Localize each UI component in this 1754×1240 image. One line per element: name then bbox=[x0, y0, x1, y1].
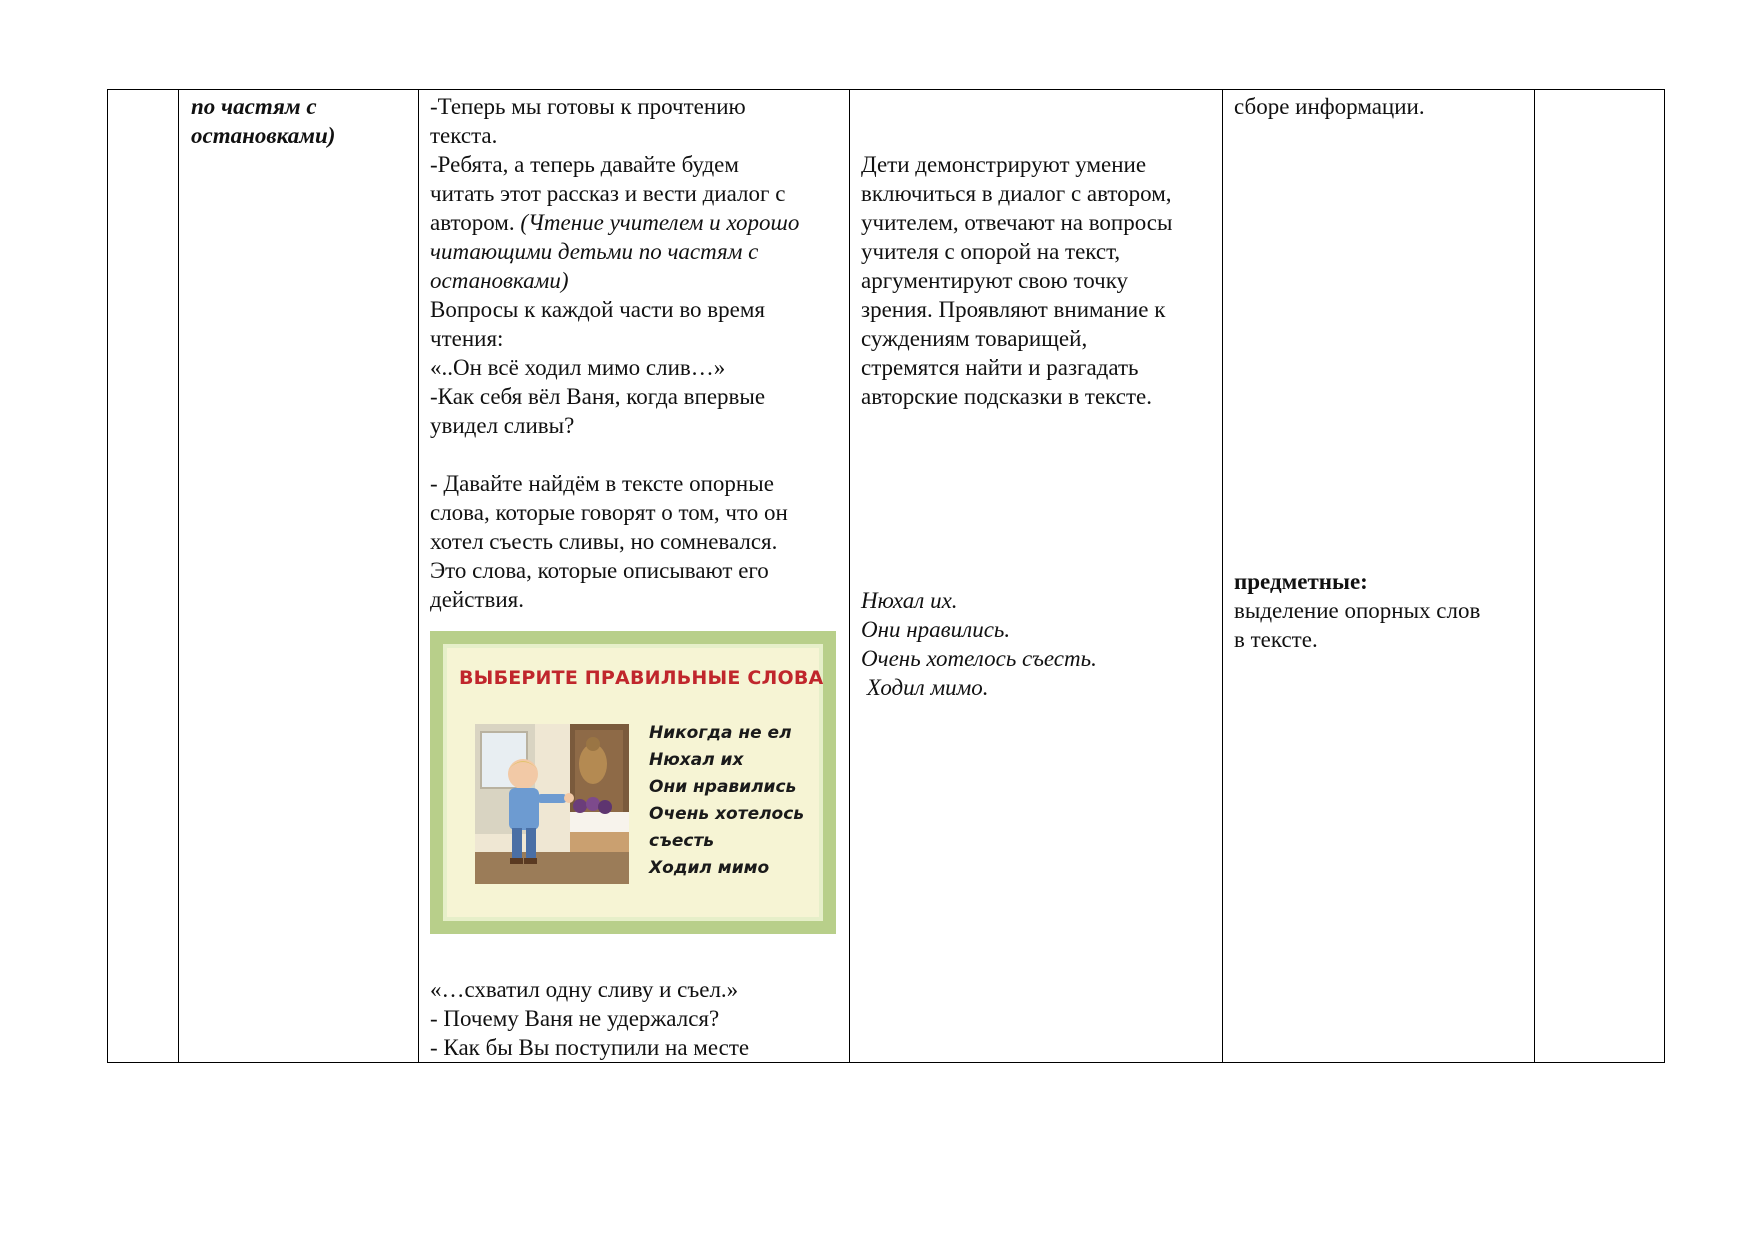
teacher-italic-line: читающими детьми по частям с bbox=[430, 239, 759, 264]
student-text-line: зрения. Проявляют внимание к bbox=[861, 297, 1166, 322]
student-text-line: суждениям товарищей, bbox=[861, 326, 1088, 351]
table-row bbox=[108, 90, 1665, 1063]
teacher-text-fragment: автором. bbox=[430, 210, 521, 235]
picture-title: ВЫБЕРИТЕ ПРАВИЛЬНЫЕ СЛОВА bbox=[459, 667, 824, 689]
teacher-activity-cell bbox=[419, 90, 850, 1063]
outcomes-heading: предметные: bbox=[1234, 569, 1368, 594]
teacher-text-line: - Давайте найдём в тексте опорные bbox=[430, 471, 774, 496]
spacer bbox=[861, 92, 1212, 150]
spacer bbox=[1234, 121, 1524, 567]
teacher-text-line: -Ребята, а теперь давайте будем bbox=[430, 152, 739, 177]
spacer bbox=[430, 934, 839, 975]
stage-name-cell bbox=[179, 90, 419, 1063]
choose-words-picture bbox=[430, 631, 836, 934]
student-italic-line: Они нравились. bbox=[861, 617, 1011, 642]
teacher-text-line: чтения: bbox=[430, 326, 504, 351]
teacher-text-line: «…схватил одну сливу и съел.» bbox=[430, 977, 739, 1002]
student-text-line: включиться в диалог с автором, bbox=[861, 181, 1172, 206]
student-italic-line: Ходил мимо. bbox=[861, 675, 989, 700]
student-text-line: учителем, отвечают на вопросы bbox=[861, 210, 1173, 235]
teacher-text-line: -Теперь мы готовы к прочтению bbox=[430, 94, 746, 119]
teacher-text-line: Вопросы к каждой части во время bbox=[430, 297, 765, 322]
picture-word-list bbox=[649, 720, 804, 882]
student-text-line: авторские подсказки в тексте. bbox=[861, 384, 1152, 409]
teacher-text-line: хотел съесть сливы, но сомневался. bbox=[430, 529, 778, 554]
stage-name-line: остановками) bbox=[191, 123, 336, 148]
student-italic-line: Очень хотелось съесть. bbox=[861, 646, 1097, 671]
picture-word: Они нравились bbox=[649, 777, 797, 797]
stage-number-cell bbox=[108, 90, 179, 1063]
notes-cell bbox=[1535, 90, 1665, 1063]
picture-word: Никогда не ел bbox=[649, 723, 792, 743]
spacer bbox=[861, 411, 1212, 586]
boy-illustration bbox=[475, 724, 629, 884]
teacher-text-line: слова, которые говорят о том, что он bbox=[430, 500, 788, 525]
teacher-text-line: увидел сливы? bbox=[430, 413, 575, 438]
teacher-text-line: -Как себя вёл Ваня, когда впервые bbox=[430, 384, 766, 409]
teacher-text-line: Это слова, которые описывают его bbox=[430, 558, 769, 583]
outcomes-text-line: в тексте. bbox=[1234, 627, 1318, 652]
picture-word: съесть bbox=[649, 831, 715, 851]
teacher-text-line bbox=[430, 208, 839, 237]
teacher-italic-line: остановками) bbox=[430, 268, 569, 293]
lesson-plan-table bbox=[107, 89, 1665, 1063]
spacer bbox=[430, 440, 839, 469]
teacher-text-line: - Как бы Вы поступили на месте bbox=[430, 1035, 750, 1060]
teacher-text-line: читать этот рассказ и вести диалог с bbox=[430, 181, 786, 206]
teacher-text-line: действия. bbox=[430, 587, 524, 612]
teacher-text-line: текста. bbox=[430, 123, 498, 148]
picture-word: Очень хотелось bbox=[649, 804, 805, 824]
student-italic-line: Нюхал их. bbox=[861, 588, 958, 613]
picture-word: Ходил мимо bbox=[649, 858, 770, 878]
student-activity-cell bbox=[850, 90, 1223, 1063]
stage-name-line: по частям с bbox=[191, 94, 317, 119]
teacher-text-line: «..Он всё ходил мимо слив…» bbox=[430, 355, 726, 380]
outcomes-cell bbox=[1223, 90, 1535, 1063]
teacher-text-italic-fragment: (Чтение учителем и хорошо bbox=[520, 210, 800, 235]
student-text-line: аргументируют свою точку bbox=[861, 268, 1129, 293]
outcomes-text-line: сборе информации. bbox=[1234, 94, 1425, 119]
spacer bbox=[430, 614, 839, 631]
student-text-line: Дети демонстрируют умение bbox=[861, 152, 1147, 177]
picture-word: Нюхал их bbox=[649, 750, 744, 770]
teacher-text-line: - Почему Ваня не удержался? bbox=[430, 1006, 720, 1031]
student-text-line: стремятся найти и разгадать bbox=[861, 355, 1139, 380]
student-text-line: учителя с опорой на текст, bbox=[861, 239, 1121, 264]
outcomes-text-line: выделение опорных слов bbox=[1234, 598, 1481, 623]
